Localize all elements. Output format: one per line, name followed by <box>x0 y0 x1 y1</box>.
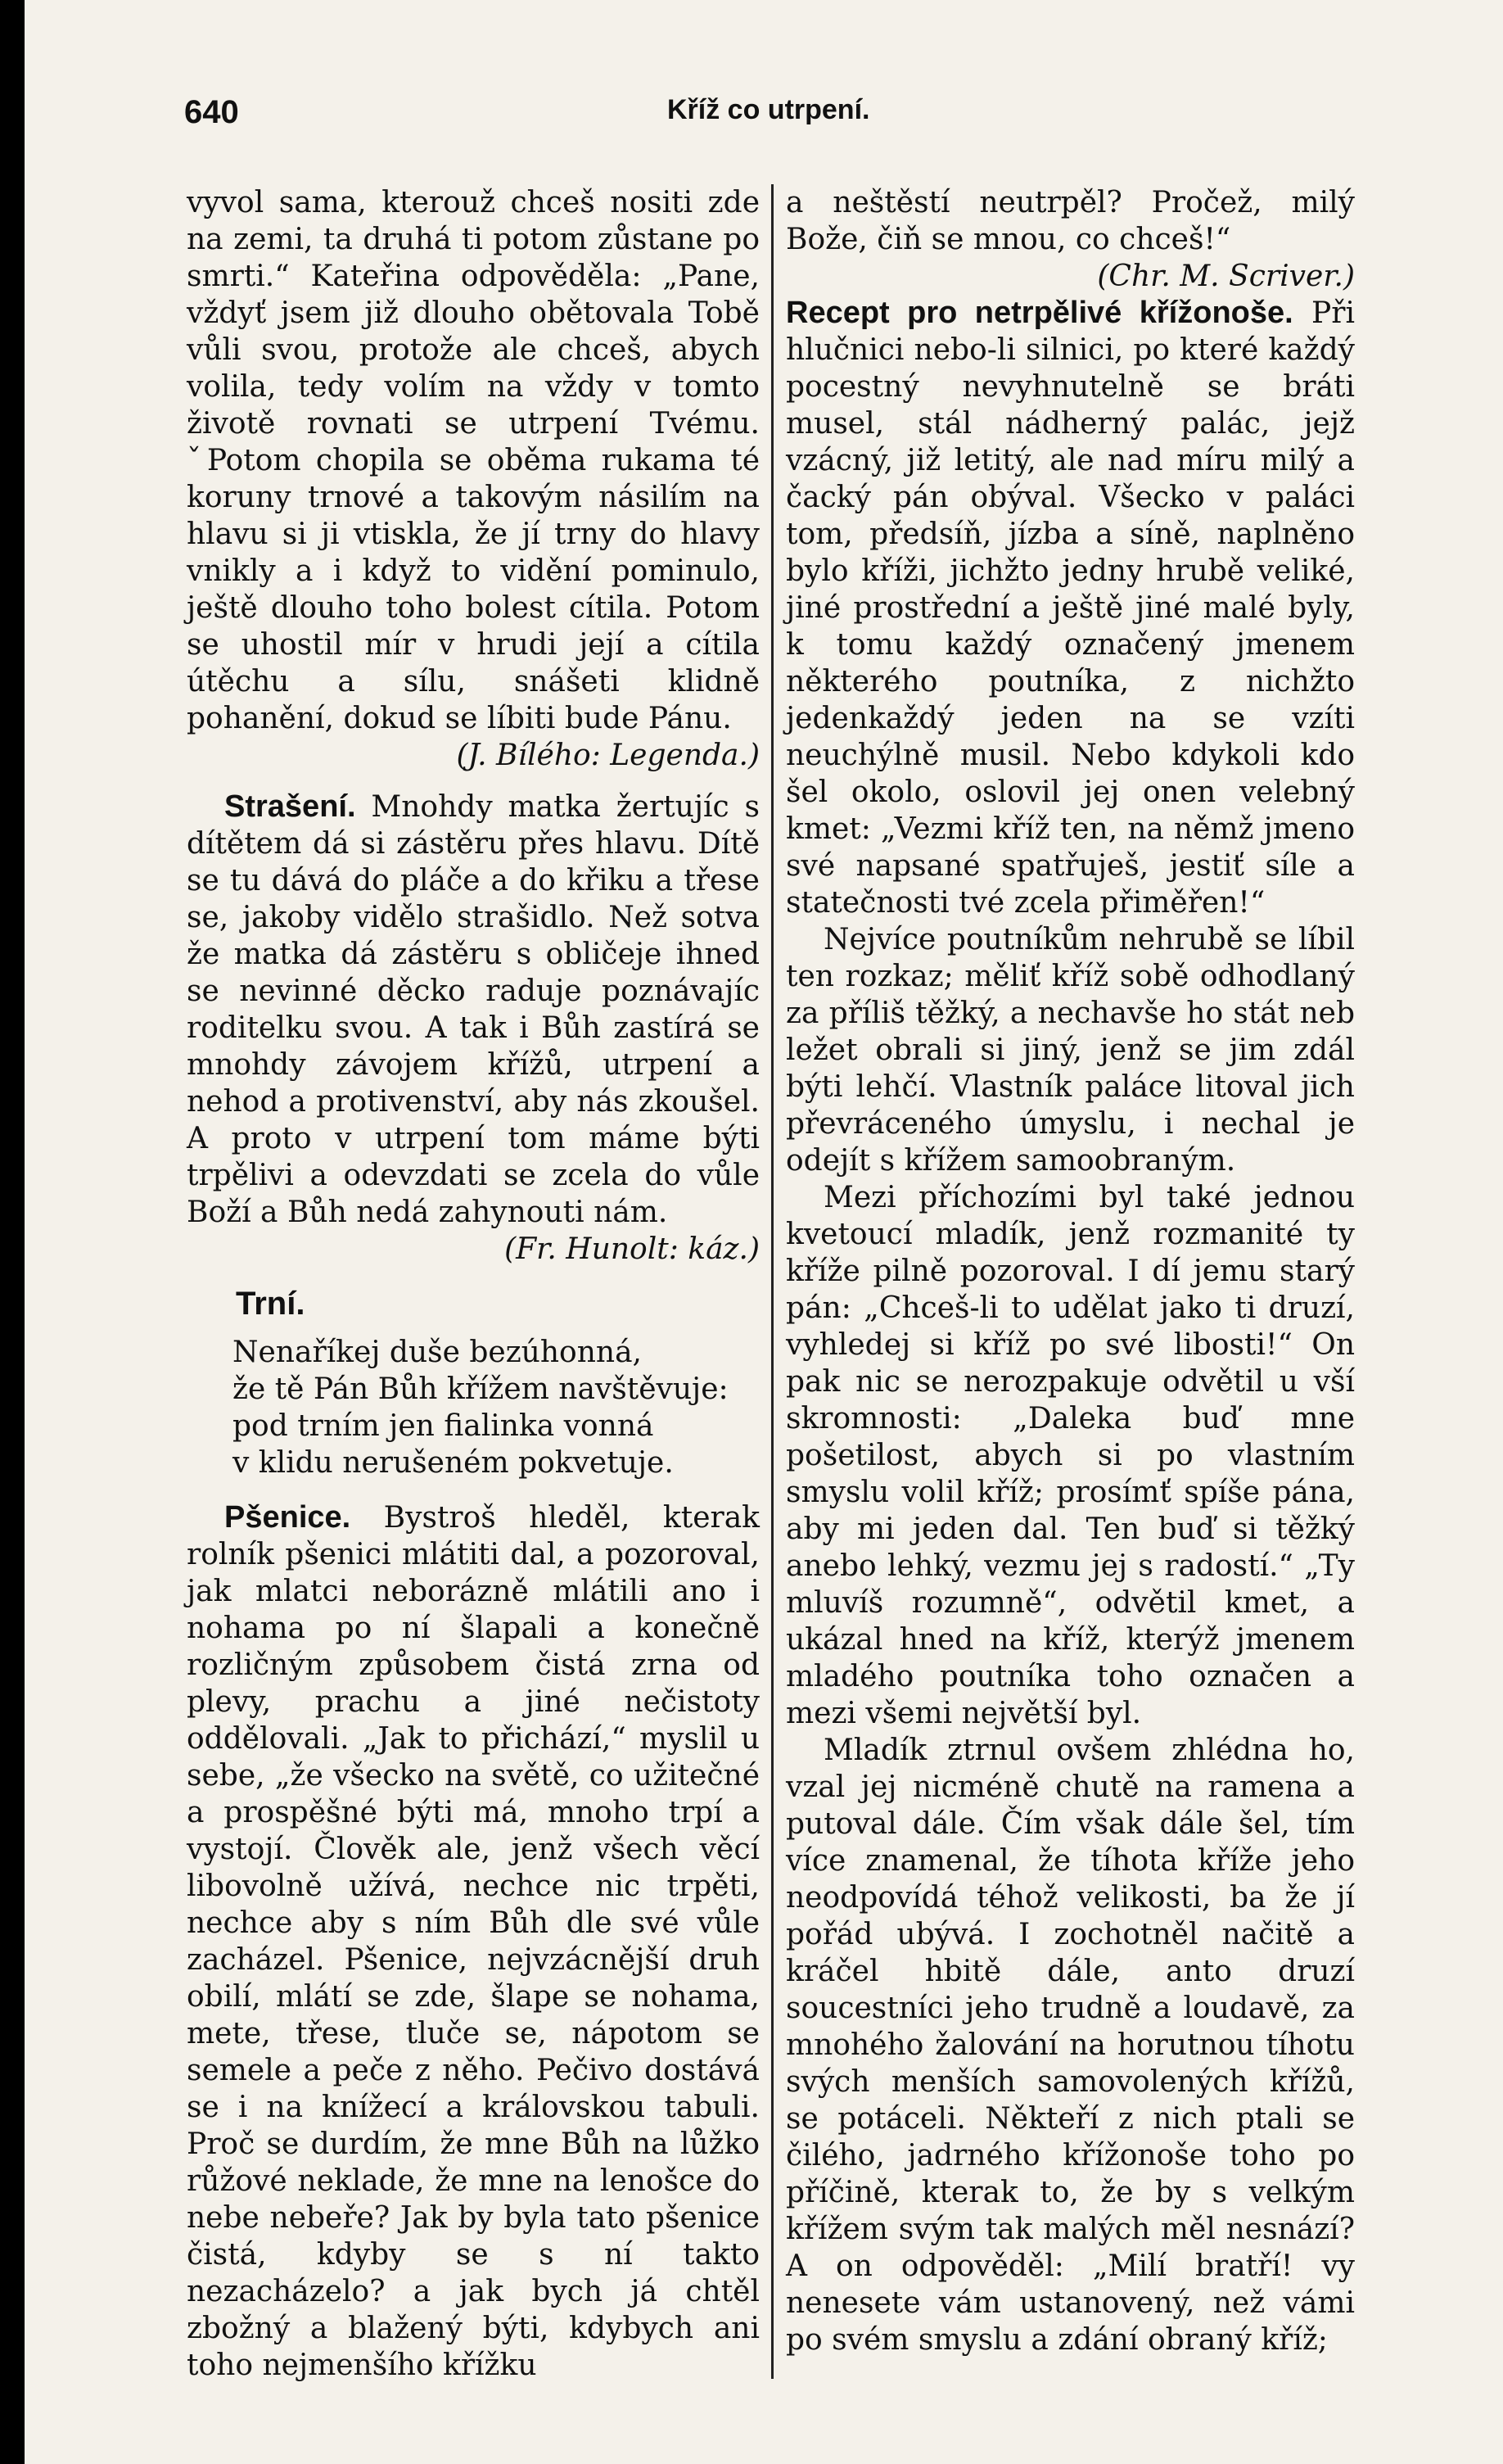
section-recept <box>786 295 1355 921</box>
right-column <box>786 184 1355 2358</box>
heading-strasen: Strašení. <box>224 789 356 824</box>
poem-line: že tě Pán Bůh křížem navštěvuje: <box>232 1372 729 1406</box>
heading-recept: Recept pro netrpělivé křížonoše. <box>786 296 1293 330</box>
poem-line: v klidu nerušeném pokvetuje. <box>232 1446 674 1480</box>
heading-trni: Trní. <box>236 1286 305 1322</box>
text-strasen: Mnohdy matka žertujíc s dítětem dá si zástěru přes hlavu. Dítě se tu dává do pláče a do křiku a třese se, jakoby vidělo strašidlo. Než sotva že matka dá zástěru s obličeje ihned se nevinné děcko raduje poznávajíc roditelku svou. A tak i Bůh zastírá se mnohdy závojem křížů, utrpení a nehod a protivenství, aby nás zkoušel. A proto v utrpení tom máme býti trpělivi a odevzdati se zcela do vůle Boží a Bůh nedá zahynouti nám. <box>187 790 760 1229</box>
text-recept: Při hlučnici nebo-li silnici, po které každý pocestný nevyhnutelně se bráti musel, stál nádherný palác, jejž vzácný, již letitý, ale nad míru milý a čacký pán obýval. Všecko v paláci tom, předsíň, jízba a síně, naplněno bylo kříži, jichžto jedny hrubě veliké, jiné prostřední a ještě jiné malé byly, k tomu každý označený jmenem některého poutníka, z nichžto jedenkaždý jeden na se vzíti neuchýlně musil. Nebo kdykoli kdo šel okolo, oslovil jej onen velebný kmet: „Vezmi kříž ten, na němž jmeno své napsané spatřuješ, jestiť síle a statečnosti tvé zcela přiměřen!“ <box>786 296 1355 920</box>
poem-line: pod trním jen fialinka vonná <box>232 1409 654 1443</box>
paragraph-mladik: Mezi příchozími byl také jednou kvetoucí mladík, jenž rozmanité ty kříže pilně pozoroval. I dí jemu starý pán: „Chceš-li to udělat jako ti druzí, vyhledej si kříž po své libosti!“ On pak nic se nerozpakuje odvětil u vší skromnosti: „Daleka buď mne pošetilost, abych si po vlastním smyslu volil kříž; prosímť spíše pána, aby mi jeden dal. Ten buď si těžký anebo lehký, vezmu jej s radostí.“ „Ty mluvíš rozumně“, odvětil kmet, a ukázal hned na kříž, kterýž jmenem mladého poutníka toho označen a mezi všemi největší byl. <box>786 1181 1355 1730</box>
citation-scriver: (Chr. M. Scriver.) <box>1097 260 1355 293</box>
poem-trni <box>232 1334 760 1481</box>
section-psenice <box>187 1499 760 2384</box>
left-column <box>187 184 760 2384</box>
paragraph-legenda: vyvol sama, kterouž chceš nositi zde na zemi, ta druhá ti potom zůstane po smrti.“ Kateřina odpověděla: „Pane, vždyť jsem již dlouho obětovala Tobě vůli svou, protože ale chceš, abych volila, tedy volím na vždy v tomto životě rovnati se utrpení Tvému. ˇPotom chopila se oběma rukama té koruny trnové a takovým násilím na hlavu si ji vtiskla, že jí trny do hlavy vnikly a i když to vidění pominulo, ještě dlouho toho bolest cítila. Potom se uhostil mír v hrudi její a cítila útěchu a sílu, snášeti klidně pohanění, dokud se líbiti bude Pánu. <box>187 186 760 735</box>
page-number: 640 <box>184 94 239 130</box>
paragraph-ztrnul: Mladík ztrnul ovšem zhlédna ho, vzal jej nicméně chutě na ramena a putoval dále. Čím však dále šel, tím více znamenal, že tíhota kříže jeho neodpovídá téhož velikosti, ba že jí pořád ubývá. I zochotněl načitě a kráčel hbitě dále, anto druzí soucestníci jeho trudně a loudavě, za mnohého žalování na horutnou tíhotu svých menších samovolených křížů, se potáceli. Někteří z nich ptali se čilého, jadrného křížonoše toho po příčině, kterak to, že by s velkým křížem svým tak malých měl nesnází? A on odpověděl: „Milí bratří! vy nenesete vám ustanovený, než vámi po svém smyslu a zdání obraný kříž; <box>786 1734 1355 2357</box>
citation-hunolt: (Fr. Hunolt: káz.) <box>504 1232 760 1266</box>
page-header <box>184 94 1371 143</box>
section-strasen <box>187 789 760 1231</box>
running-title: Kříž co utrpení. <box>667 94 870 125</box>
heading-psenice: Pšenice. <box>224 1500 351 1535</box>
citation-legenda: (J. Bílého: Legenda.) <box>456 739 760 772</box>
paragraph-poutnici: Nejvíce poutníkům nehrubě se líbil ten rozkaz; měliť kříž sobě odhodlaný za příliš těžký, a nechavše ho stát neb ležet obrali si jiný, jenž se jim zdál býti lehčí. Vlastník paláce litoval jich převráceného úmyslu, i nechal je odejít s křížem samoobraným. <box>786 923 1355 1178</box>
paragraph-continuation: a neštěstí neutrpěl? Pročež, milý Bože, čiň se mnou, co chceš!“ <box>786 186 1355 256</box>
poem-line: Nenaříkej duše bezúhonná, <box>232 1336 642 1369</box>
text-psenice: Bystroš hleděl, kterak rolník pšenici mlátiti dal, a pozoroval, jak mlatci neborázně mlátili ano i nohama po ní šlapali a konečně rozličným způsobem čistá zrna od plevy, prachu a jiné nečistoty oddělovali. „Jak to přichází,“ myslil u sebe, „že všecko na světě, co užitečné a prospěšné býti má, mnoho trpí a vystojí. Člověk ale, jenž všech věcí libovolně užívá, nechce nic trpěti, nechce aby s ním Bůh dle své vůle zacházel. Pšenice, nejvzácnější druh obilí, mlátí se zde, šlape se nohama, mete, třese, tluče se, nápotom se semele a peče z něho. Pečivo dostává se i na knížecí a královskou tabuli. Proč se durdím, že mne Bůh na lůžko růžové neklade, že mne na lenošce do nebe nebeře? Jak by byla tato pšenice čistá, kdyby se s ní takto nezacházelo? a jak bych já chtěl zbožný a blažený býti, kdybych ani toho nejmenšího křížku <box>187 1501 760 2382</box>
column-divider <box>771 184 774 2379</box>
